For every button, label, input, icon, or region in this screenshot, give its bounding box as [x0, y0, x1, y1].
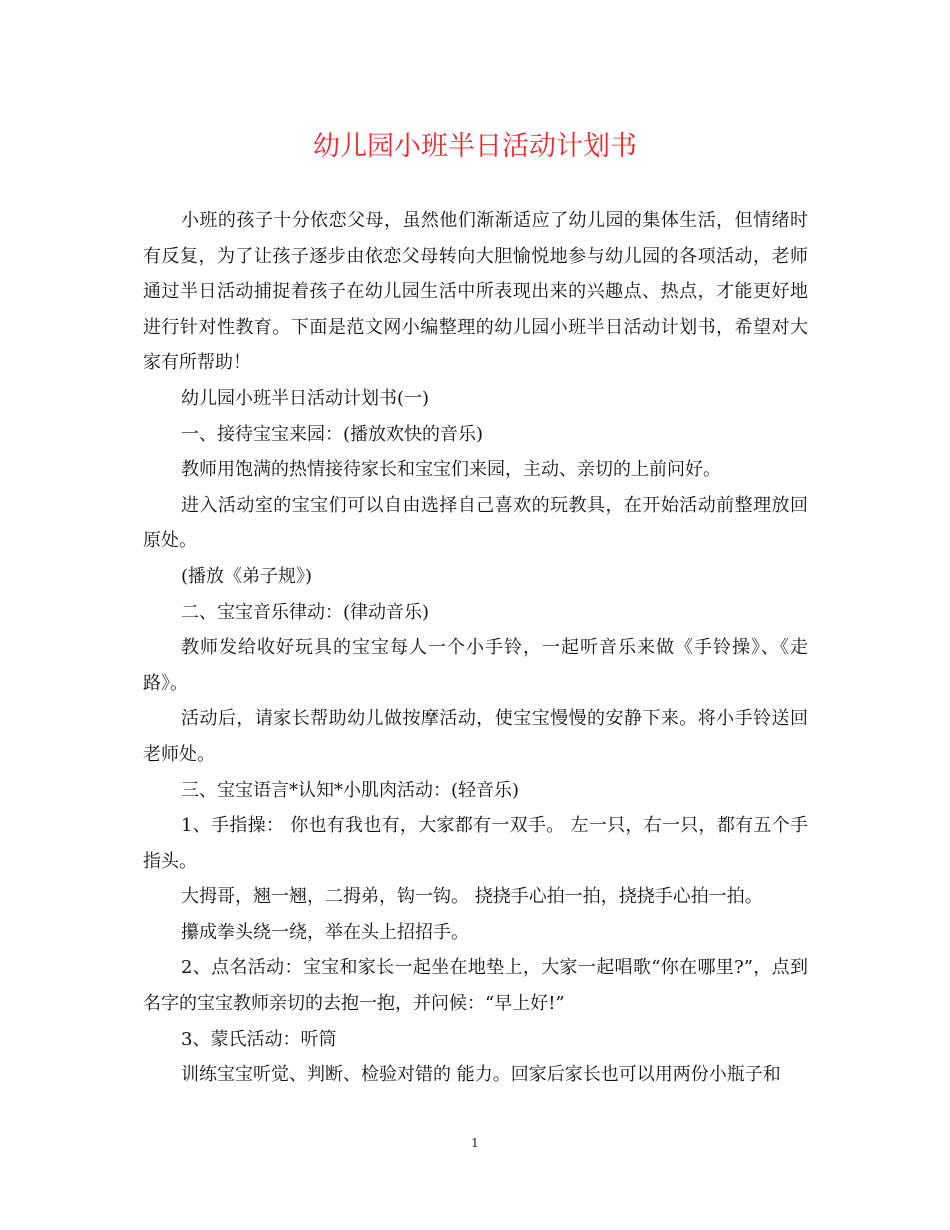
plan-heading: 幼儿园小班半日活动计划书(一) [181, 387, 430, 409]
document-body [143, 203, 808, 1093]
section-heading-language: 三、宝宝语言*认知*小肌肉活动：(轻音乐) [181, 779, 520, 801]
document-title: 幼儿园小班半日活动计划书 [313, 131, 637, 162]
page-number: 1 [471, 1136, 479, 1150]
paragraph: 教师发给收好玩具的宝宝每人一个小手铃，一起听音乐来做《手铃操》、《走路》。 [143, 637, 808, 694]
paragraph: 进入活动室的宝宝们可以自由选择自己喜欢的玩教具，在开始活动前整理放回原处。 [143, 494, 808, 552]
paragraph: 大拇哥，翘一翘，二拇弟，钩一钩。 挠挠手心拍一拍，挠挠手心拍一拍。 [181, 886, 763, 908]
section-heading-reception: 一、接待宝宝来园：(播放欢快的音乐) [181, 423, 484, 445]
intro-paragraph: 小班的孩子十分依恋父母，虽然他们渐渐适应了幼儿园的集体生活，但情绪时有反复，为了让孩子逐步由依恋父母转向大胆愉悦地参与幼儿园的各项活动，老师通过半日活动捕捉着孩子在幼儿园生活中所表现出来的兴趣点、热点，才能更好地进行针对性教育。下面是范文网小编整理的幼儿园小班半日活动计划书，希望对大家有所帮助！ [143, 210, 808, 374]
paragraph: 活动后，请家长帮助幼儿做按摩活动，使宝宝慢慢的安静下来。将小手铃送回老师处。 [143, 708, 808, 765]
paragraph: (播放《弟子规》) [181, 565, 313, 587]
paragraph: 教师用饱满的热情接待家长和宝宝们来园，主动、亲切的上前问好。 [181, 459, 721, 481]
paragraph: 2、点名活动：宝宝和家长一起坐在地垫上，大家一起唱歌“你在哪里?”，点到名字的宝宝教师亲切的去抱一抱，并问候：“早上好!” [143, 957, 808, 1015]
section-heading-music: 二、宝宝音乐律动：(律动音乐) [181, 601, 430, 623]
paragraph: 3、蒙氏活动：听筒 [181, 1028, 337, 1050]
paragraph: 训练宝宝听觉、判断、检验对错的 能力。回家后家长也可以用两份小瓶子和 [181, 1064, 781, 1086]
paragraph: 1、手指操： 你也有我也有，大家都有一双手。 左一只，右一只，都有五个手指头。 [143, 815, 808, 872]
paragraph: 攥成拳头绕一绕，举在头上招招手。 [181, 921, 469, 943]
